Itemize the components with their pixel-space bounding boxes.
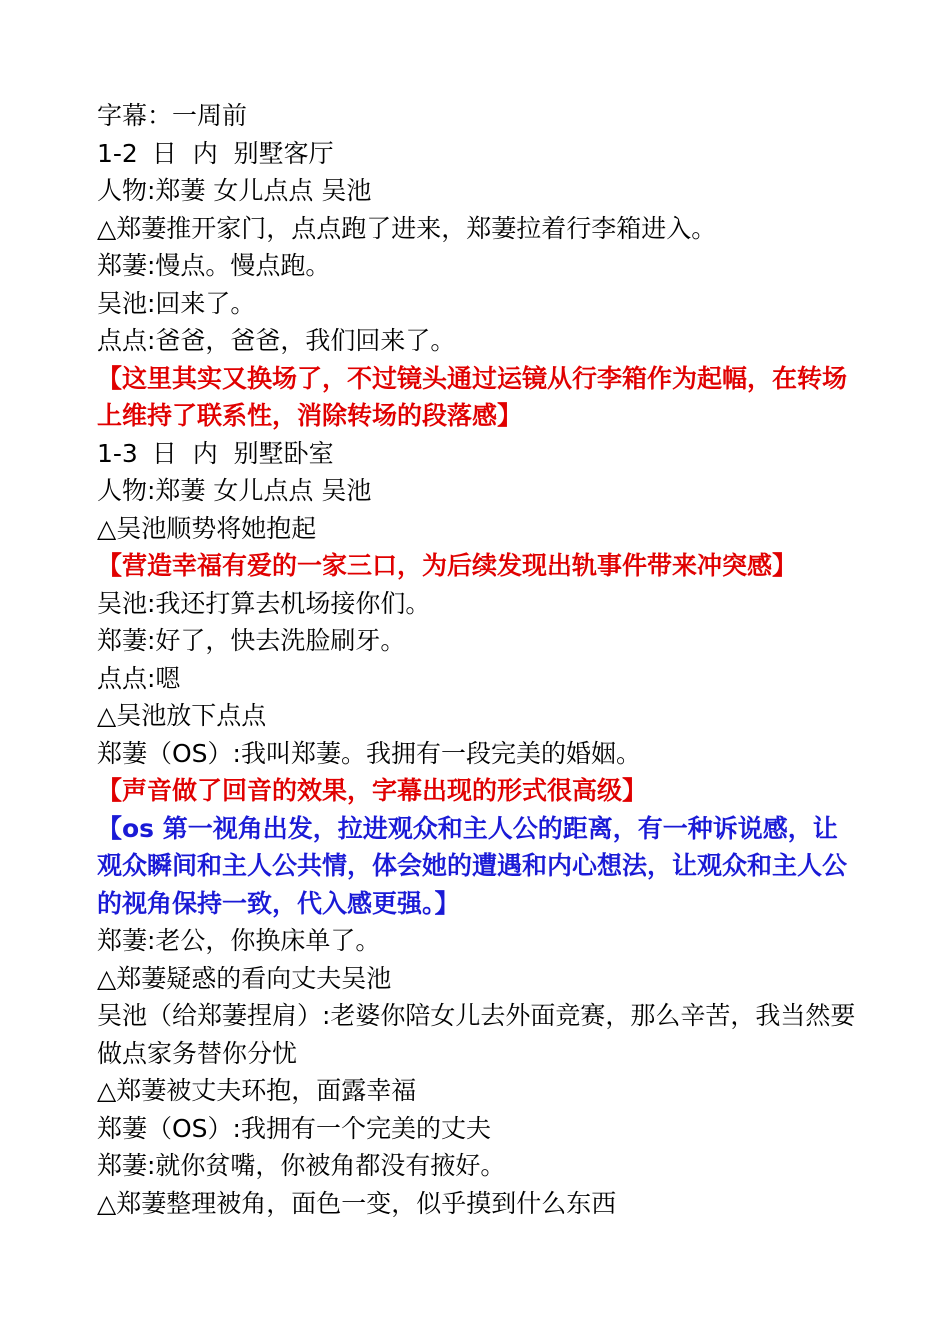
dialogue-line: 郑萋:好了，快去洗脸刷牙。	[97, 626, 406, 655]
dialogue-line: 吴池（给郑萋捏肩）:老婆你陪女儿去外面竞赛，那么辛苦，我当然要做点家务替你分忧	[97, 1001, 856, 1068]
dialogue-line: 郑萋:老公，你换床单了。	[97, 926, 381, 955]
dialogue-line: 点点:嗯	[97, 663, 181, 693]
red-annotation: 【这里其实又换场了，不过镜头通过运镜从行李箱作为起幅，在转场上维持了联系性，消除转场的段落感】	[97, 363, 848, 430]
red-annotation: 【声音做了回音的效果，字幕出现的形式很高级】	[97, 776, 648, 805]
characters-line: 人物:郑萋 女儿点点 吴池	[97, 476, 372, 505]
red-annotation: 【营造幸福有爱的一家三口，为后续发现出轨事件带来冲突感】	[97, 551, 798, 580]
dialogue-line: 吴池:回来了。	[97, 288, 256, 318]
dialogue-line: 点点:爸爸，爸爸，我们回来了。	[97, 326, 456, 355]
action-line: △吴池放下点点	[97, 701, 267, 730]
caption-line: 字幕：一周前	[97, 101, 248, 130]
scene-heading-text: 日 内 别墅卧室	[151, 438, 334, 468]
scene-heading-text: 日 内 别墅客厅	[151, 138, 334, 168]
action-line: △郑萋疑惑的看向丈夫吴池	[97, 963, 392, 993]
scene-number: 1-2	[97, 138, 138, 168]
scene-heading	[97, 135, 857, 173]
dialogue-line: 郑萋（OS）:我叫郑萋。我拥有一段完美的婚姻。	[97, 738, 641, 768]
action-line: △郑萋整理被角，面色一变，似乎摸到什么东西	[97, 1188, 617, 1218]
scene-heading	[97, 435, 857, 473]
action-line: △吴池顺势将她抱起	[97, 513, 317, 543]
blue-annotation: 【os 第一视角出发，拉进观众和主人公的距离，有一种诉说感，让观众瞬间和主人公共情，体会她的遭遇和内心想法，让观众和主人公的视角保持一致，代入感更强。】	[97, 813, 848, 918]
script-body	[97, 97, 857, 1222]
dialogue-line: 郑萋:就你贫嘴，你被角都没有掖好。	[97, 1151, 506, 1180]
scene-number: 1-3	[97, 438, 138, 468]
dialogue-line: 郑萋:慢点。慢点跑。	[97, 251, 331, 280]
characters-line: 人物:郑萋 女儿点点 吴池	[97, 176, 372, 205]
action-line: △郑萋推开家门，点点跑了进来，郑萋拉着行李箱进入。	[97, 213, 717, 243]
action-line: △郑萋被丈夫环抱，面露幸福	[97, 1076, 417, 1105]
dialogue-line: 吴池:我还打算去机场接你们。	[97, 588, 431, 618]
dialogue-line: 郑萋（OS）:我拥有一个完美的丈夫	[97, 1113, 491, 1143]
